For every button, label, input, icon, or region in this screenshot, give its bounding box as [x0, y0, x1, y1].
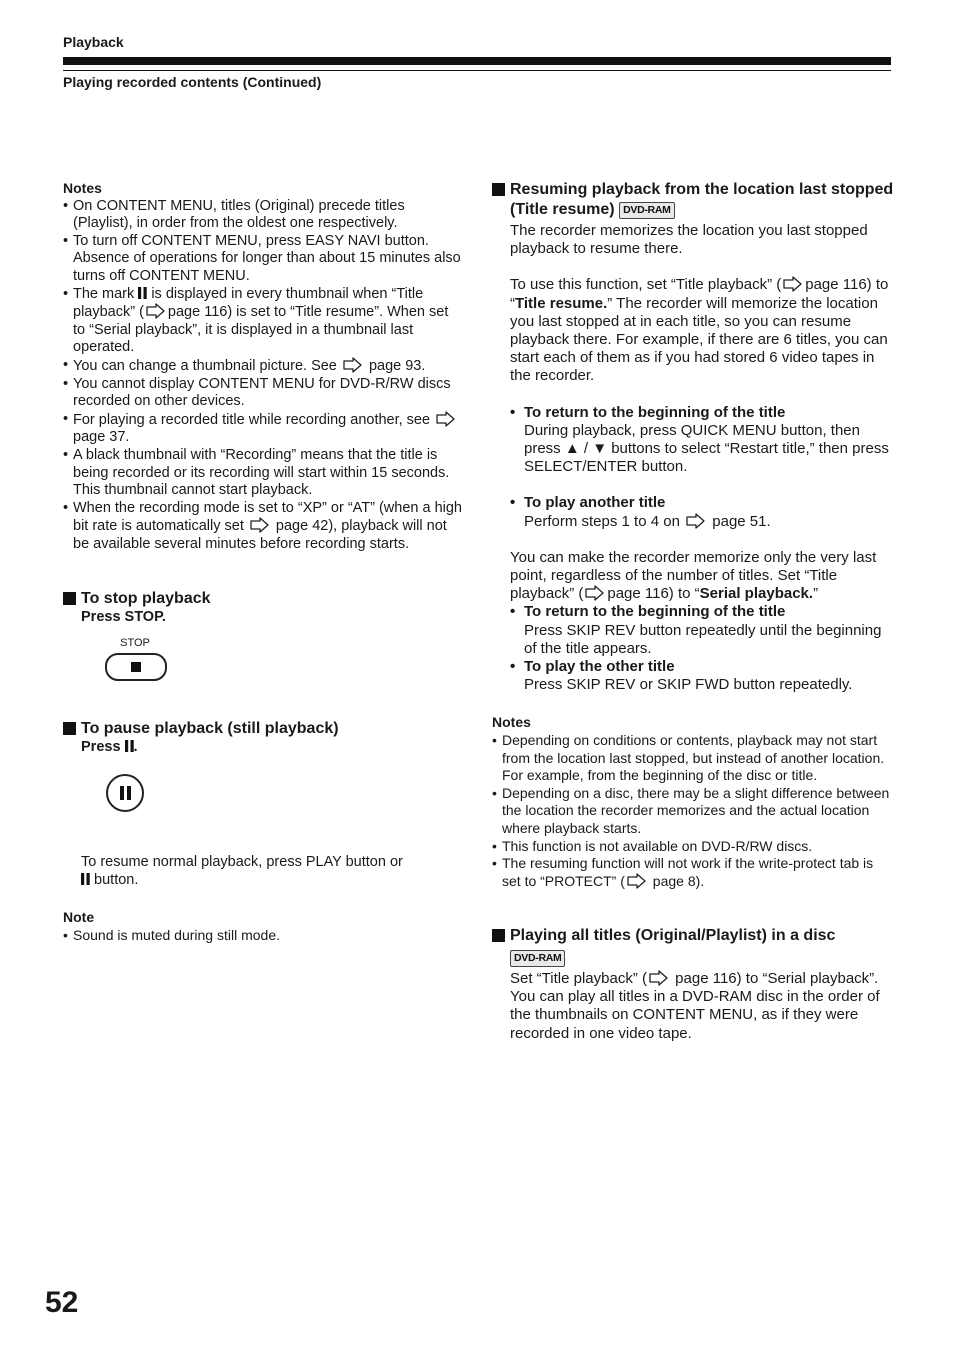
all-titles-badge-row: [492, 950, 894, 968]
header-rule-thin: [63, 70, 891, 71]
stop-icon: [131, 662, 141, 672]
left-column: [63, 180, 463, 945]
resume-bullet: • To return to the beginning of the title During playback, press QUICK MENU button, then press ▲ / ▼ buttons to select “Restart title,” then press SELECT/ENTER button.: [510, 403, 889, 476]
note-item: • A black thumbnail with “Recording” means that the title is being recorded or its recording will start within 15 seconds. This thumbnail cannot start playback.: [63, 447, 463, 500]
serial-paragraph: You can make the recorder memorize only the very last point, regardless of the number of titles. Set “Title playback” ( page 116) to “Serial playback.”: [510, 548, 877, 603]
notes-list: [492, 732, 894, 890]
resume-instruction: To resume normal playback, press PLAY button or button.: [81, 854, 403, 888]
page-ref-arrow-icon: [686, 513, 706, 529]
page-ref-arrow-icon: [343, 357, 363, 373]
page-ref-arrow-icon: [250, 517, 270, 533]
note-item: • To turn off CONTENT MENU, press EASY NAVI button. Absence of operations for longer than about 15 minutes also turns off CONTENT MENU.: [63, 233, 463, 286]
page-ref-arrow-icon: [585, 585, 605, 601]
note-item: • Depending on a disc, there may be a slight difference between the location the recorder memorizes and the actual location where playback starts.: [492, 785, 894, 838]
section-label: Playback: [63, 34, 124, 50]
pause-icon: [81, 873, 90, 885]
stop-button: [105, 653, 167, 681]
dvd-ram-badge: DVD-RAM: [619, 202, 674, 219]
page-ref-arrow-icon: [436, 411, 456, 427]
heading-square-icon: [63, 722, 76, 735]
all-titles-body: Set “Title playback” ( page 116) to “Serial playback”. You can play all titles in a DVD-RAM disc in the order of the thumbnails on CONTENT MENU, as if they were recorded in one video tape.: [510, 970, 880, 1042]
serial-bullet: • To play the other title Press SKIP REV or SKIP FWD button repeatedly.: [510, 658, 853, 694]
note-item: • This function is not available on DVD-R/RW discs.: [492, 838, 894, 856]
notes-title: Notes: [63, 180, 102, 196]
pause-heading: To pause playback (still playback): [63, 719, 463, 739]
all-titles-heading: Playing all titles (Original/Playlist) in a disc: [492, 926, 894, 946]
pause-icon: [125, 740, 134, 752]
resume-bullet: • To play another title Perform steps 1 to 4 on page 51.: [510, 494, 771, 530]
stop-heading: To stop playback: [63, 589, 463, 609]
notes-list: [63, 198, 463, 554]
note-list: [63, 927, 463, 945]
resume-paragraph: To use this function, set “Title playback” ( page 116) to “Title resume.” The recorder will memorize the location you last stopped at in each title, so you can resume playback there. For example, if there are 6 titles, you can start each of them as if you had stored 6 video tapes in the recorder.: [510, 276, 889, 385]
note-item: • You cannot display CONTENT MENU for DVD-R/RW discs recorded on other devices.: [63, 376, 463, 411]
resume-body: The recorder memorizes the location you last stopped playback to resume there. To use this function, set “Title playback” ( page 116) to “Title resume.” The recorder will memorize the location you last stopped at in each title, so you can resume playback there. For example, if there are 6 titles, you can start each of them as if you had stored 6 video tapes in the recorder.: [492, 222, 894, 386]
page-ref-arrow-icon: [783, 276, 803, 292]
heading-square-icon: [492, 183, 505, 196]
pause-button: [106, 774, 144, 812]
heading-square-icon: [492, 929, 505, 942]
right-column: [492, 180, 894, 1043]
notes-title: Notes: [492, 714, 531, 731]
note-title: Note: [63, 909, 95, 926]
page-ref-arrow-icon: [146, 303, 166, 319]
note-item: • The mark is displayed in every thumbnail when “Title playback” ( page 116) is set to “Title resume”. When set to “Serial playback”, it is displayed in a thumbnail last operated.: [63, 286, 463, 357]
page-subtitle: Playing recorded contents (Continued): [63, 74, 322, 90]
stop-button-graphic: [105, 635, 463, 681]
pause-mark-icon: [138, 287, 147, 299]
pause-button-graphic: [106, 774, 463, 812]
dvd-ram-badge: DVD-RAM: [510, 950, 565, 967]
stop-button-label: STOP: [120, 637, 150, 650]
note-item: • On CONTENT MENU, titles (Original) precede titles (Playlist), in order from the oldest one respectively.: [63, 198, 463, 233]
resume-heading: Resuming playback from the location last stopped (Title resume) DVD-RAM: [492, 180, 894, 220]
note-item: • Sound is muted during still mode.: [63, 927, 463, 945]
note-item: • For playing a recorded title while recording another, see page 37.: [63, 411, 463, 447]
stop-instruction: Press STOP.: [81, 609, 166, 626]
page-ref-arrow-icon: [649, 970, 669, 986]
page-number: 52: [45, 1286, 79, 1319]
header-rule-thick: [63, 57, 891, 65]
serial-bullet: • To return to the beginning of the title Press SKIP REV button repeatedly until the beginning of the title appears.: [510, 603, 882, 657]
note-item: • You can change a thumbnail picture. See page 93.: [63, 357, 463, 376]
note-item: • The resuming function will not work if the write-protect tab is set to “PROTECT” ( page 8).: [492, 855, 894, 890]
note-item: • When the recording mode is set to “XP” or “AT” (when a high bit rate is automatically set page 42), playback will not be available several minutes before recording starts.: [63, 500, 463, 554]
note-item: • Depending on conditions or contents, playback may not start from the location last stopped, but instead of another location. For example, from the beginning of the disc or title.: [492, 732, 894, 785]
page-ref-arrow-icon: [627, 873, 647, 889]
pause-instruction: Press .: [81, 738, 138, 755]
heading-square-icon: [63, 592, 76, 605]
